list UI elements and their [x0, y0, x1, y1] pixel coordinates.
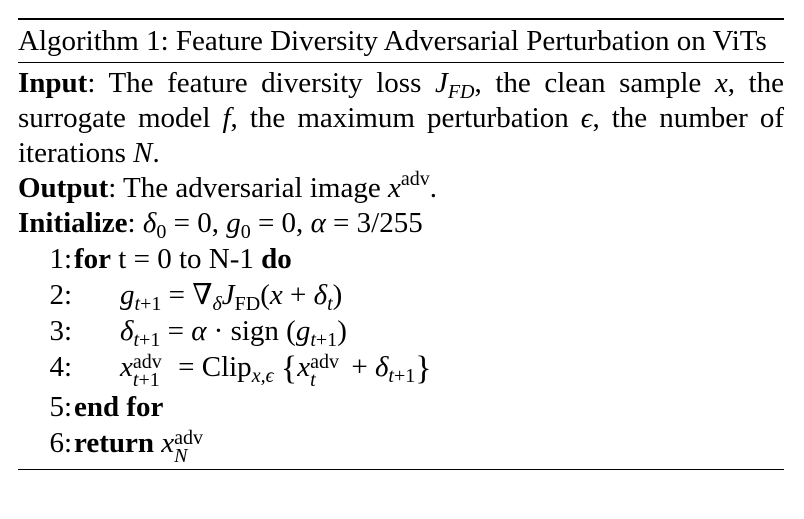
step-5 [18, 389, 784, 425]
input-text: , the surrogate model [18, 67, 784, 134]
initialize-line: Initialize: $\delta_0 = 0$, $g_0 = 0$, α = 3/255 [18, 207, 423, 243]
step-number: 5: [49, 391, 72, 423]
algorithm-steps [18, 241, 784, 469]
step-number: 4: [49, 351, 72, 383]
input-text: , the clean sample [474, 67, 715, 99]
step-6 [18, 425, 784, 465]
algorithm-box [18, 18, 784, 470]
step-2 [18, 277, 784, 313]
step-body: for t = 0 to N-1 do [74, 243, 292, 275]
step-4 [18, 349, 784, 389]
step-body: $\delta_{t+1} = \alpha$ · sign $(g_{t+1})$ [120, 315, 347, 351]
step-1 [18, 241, 784, 277]
step-number: 6: [49, 427, 72, 459]
input-text: , the number of iterations [18, 102, 784, 169]
initialize-label: Initialize [18, 207, 128, 239]
step-number: 3: [49, 315, 72, 347]
step-body: x adv t+1 = Clip$_{x,\epsilon}$ {x adv t + $\delta_{t+1}$} [120, 350, 432, 391]
step-number: 1: [49, 243, 72, 275]
algorithm-title: Algorithm 1: Feature Diversity Adversarial Perturbation on ViTs [18, 25, 767, 57]
output-text: : The adversarial image [108, 172, 388, 204]
step-body: $g_{t+1} = \nabla_\delta J_{FD}(x + \delta_t)$ [120, 279, 343, 315]
input-label: Input [18, 67, 88, 99]
output-line: Output: The adversarial image $x^{adv}$. [18, 168, 437, 204]
step-body: return x adv N [74, 427, 204, 467]
input-text: : The feature diversity loss [87, 67, 435, 99]
step-3 [18, 313, 784, 349]
input-text: , the maximum perturbation [230, 102, 581, 134]
step-number: 2: [49, 279, 72, 311]
output-label: Output [18, 172, 109, 204]
input-line: Input: The feature diversity loss $J_{FD}$, the clean sample x, the surrogate model f, the maximum perturbation ϵ, the number of iterations N. [18, 67, 784, 169]
bottom-rule [18, 469, 784, 470]
algorithm-description [18, 63, 784, 241]
step-body: end for [74, 391, 164, 423]
